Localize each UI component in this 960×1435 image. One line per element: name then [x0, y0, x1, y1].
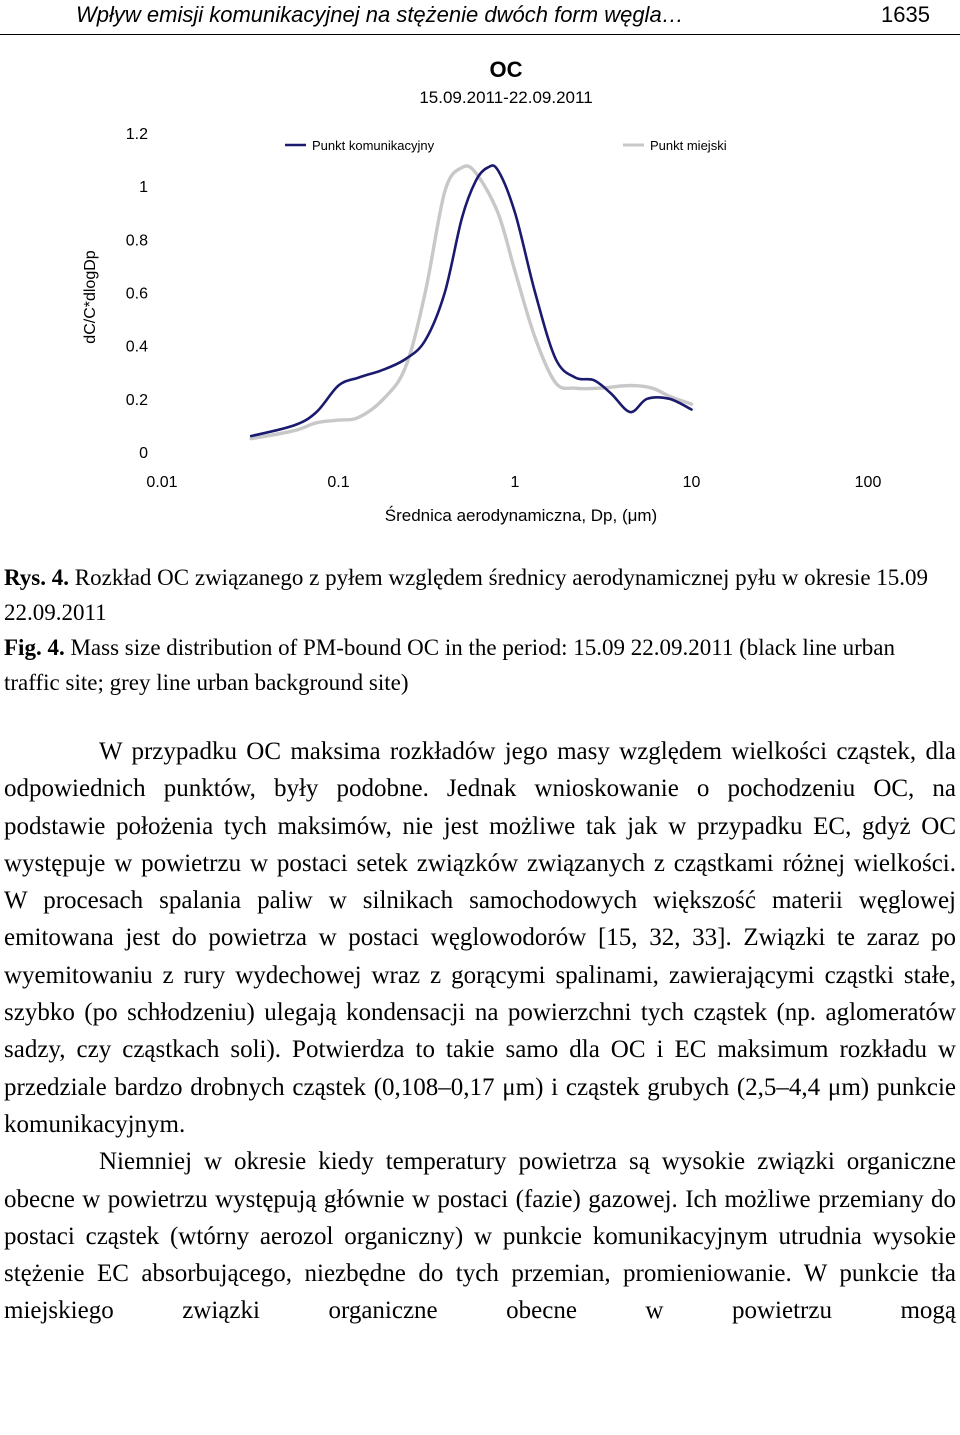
series-line-punkt-miejski	[251, 166, 691, 439]
figure-caption	[4, 560, 956, 700]
legend-label-urban: Punkt miejski	[650, 138, 727, 153]
chart-title: OC	[489, 57, 523, 82]
body-paragraph-2: Niemniej w okresie kiedy temperatury powietrza są wysokie związki organiczne obecne w powietrzu występują głównie w postaci (fazie) gazowej. Ich możliwe przemiany do postaci cząstek (wtórny aerozol organiczny) w punkcie komunikacyjnym utrudnia wysokie stężenie EC absorbującego, niezbędne do tych przemian, promieniowanie. W punkcie tła miejskiego związki organiczne obecne w powietrzu mogą	[4, 1148, 956, 1325]
x-tick-label: 100	[854, 474, 882, 491]
running-header-title: Wpływ emisji komunikacyjnej na stężenie dwóch form węgla…	[76, 2, 684, 27]
y-tick-label: 1	[139, 179, 148, 197]
x-tick-label: 10	[682, 474, 701, 491]
series-line-punkt-komunikacyjny	[251, 165, 691, 436]
y-tick-label: 0	[139, 445, 148, 462]
y-tick-label: 1.2	[125, 126, 148, 143]
x-tick-label: 0.01	[146, 474, 178, 491]
x-axis-ticks	[146, 474, 881, 491]
chart-legend	[285, 138, 727, 153]
y-axis-label: dC/C*dlogDp	[82, 250, 99, 344]
y-tick-label: 0.2	[125, 391, 148, 409]
caption-polish: Rys. 4. Rozkład OC związanego z pyłem względem średnicy aerodynamicznej pyłu w okresie 15.09 22.09.2011	[4, 565, 929, 625]
chart-subtitle: 15.09.2011-22.09.2011	[419, 88, 593, 107]
y-tick-label: 0.6	[125, 285, 148, 303]
y-tick-label: 0.8	[125, 232, 148, 250]
caption-english: Fig. 4. Mass size distribution of PM-bound OC in the period: 15.09 22.09.2011 (black line urban traffic site; grey line urban background site)	[4, 635, 895, 695]
body-text	[4, 733, 956, 1330]
page-number: 1635	[881, 2, 930, 27]
body-paragraph-1: W przypadku OC maksima rozkładów jego masy względem wielkości cząstek, dla odpowiednich punktów, były podobne. Jednak wnioskowanie o pochodzeniu OC, na podstawie położenia tych maksimów, nie jest możliwe tak jak w przypadku EC, gdyż OC występuje w powietrzu w postaci setek związków związanych z cząstkami różnej wielkości. W procesach spalania paliw w silnikach samochodowych większość materii węglowej emitowana jest do powietrza w postaci węglowodorów [15, 32, 33]. Związki te zaraz po wyemitowaniu z rury wydechowej wraz z gorącymi spalinami, zawierającymi cząstki stałe, szybko (po schłodzeniu) ulegają kondensacji na powierzchni tych cząstek (np. aglomeratów sadzy, czy cząstkach soli). Potwierdza to takie samo dla OC i EC maksimum rozkładu w przedziale bardzo drobnych cząstek (0,108–0,17 μm) i cząstek grubych (2,5–4,4 μm) punkcie komunikacyjnym.	[4, 738, 956, 1138]
x-tick-label: 1	[510, 474, 520, 491]
legend-label-traffic: Punkt komunikacyjny	[312, 138, 435, 153]
y-axis-ticks	[126, 126, 148, 462]
chart-series	[251, 165, 691, 438]
x-axis-label: Średnica aerodynamiczna, Dp, (μm)	[384, 506, 658, 525]
x-tick-label: 0.1	[327, 474, 350, 491]
oc-size-distribution-chart	[0, 40, 960, 540]
y-tick-label: 0.4	[125, 338, 148, 356]
running-header	[0, 0, 960, 35]
